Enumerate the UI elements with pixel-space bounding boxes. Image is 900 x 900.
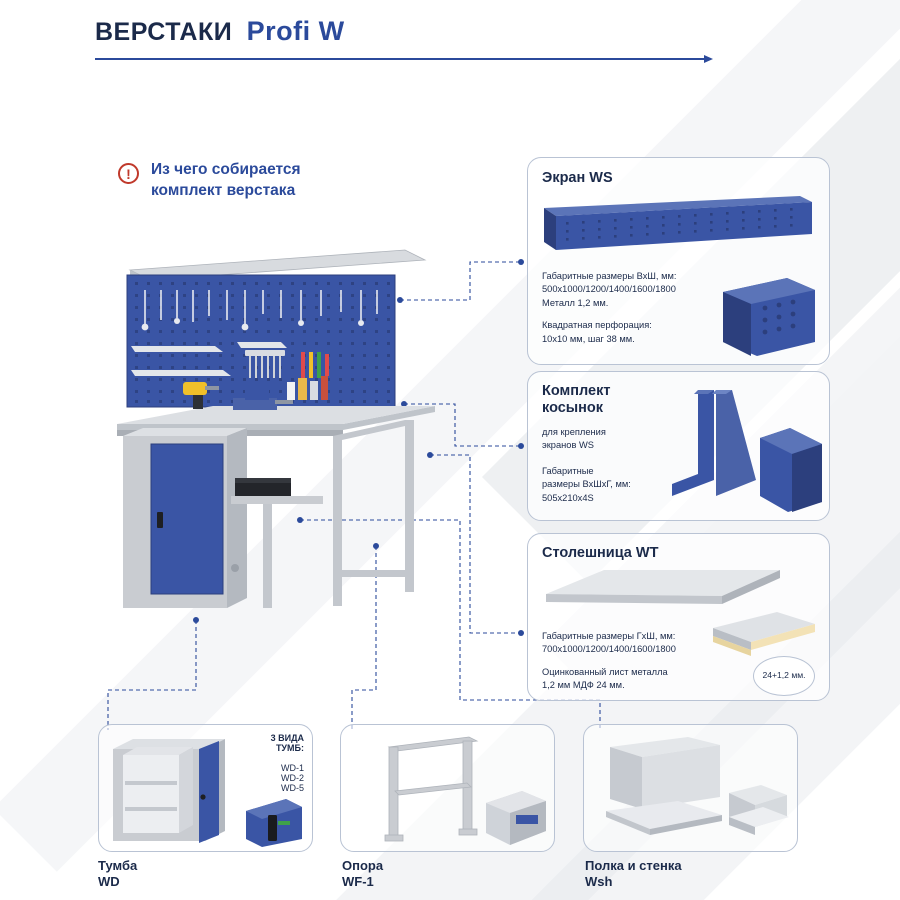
- bracket-kit-spec-3: Габаритные: [542, 465, 594, 476]
- worktop-thickness-callout: [753, 656, 815, 696]
- screen-ws-spec-3: Металл 1,2 мм.: [542, 297, 609, 308]
- screen-ws-spec-5: 10х10 мм, шаг 38 мм.: [542, 333, 635, 344]
- card-screen-ws-title: Экран WS: [542, 170, 613, 186]
- leg-wf-label-1: Опора: [342, 858, 384, 873]
- bracket-kit-title-1: Комплект: [542, 383, 611, 399]
- cabinet-wd-illustration: [107, 731, 237, 847]
- screen-ws-spec-4: Квадратная перфорация:: [542, 320, 652, 331]
- shelf-wsh-illustration: [600, 735, 730, 845]
- worktop-edge-detail-illustration: [707, 610, 819, 666]
- bracket-kit-illustration: [656, 384, 826, 516]
- section-heading-line-1: Из чего собирается: [151, 161, 301, 178]
- workbench-illustration: [105, 230, 465, 630]
- worktop-wt-title: Столешница WT: [542, 545, 659, 561]
- worktop-thickness-value: 24+1,2 мм.: [762, 670, 806, 681]
- worktop-wt-spec-2: 700x1000/1200/1400/1600/1800: [542, 644, 676, 655]
- card-screen-ws: [527, 157, 830, 365]
- shelf-wsh-label-2: Wsh: [585, 874, 613, 890]
- bracket-kit-spec-1: для крепления: [542, 426, 606, 437]
- bracket-kit-title-2: косынок: [542, 400, 604, 417]
- card-leg-wf: [340, 724, 555, 852]
- screen-ws-panel-illustration: [542, 194, 814, 256]
- cabinet-kinds-line-1: 3 ВИДА: [270, 733, 304, 743]
- cabinet-model-2: WD-2: [281, 773, 304, 783]
- section-heading-line-2: комплект верстака: [151, 181, 296, 199]
- cabinet-kinds-line-2: ТУМБ:: [275, 743, 304, 753]
- leg-wf-illustration: [371, 733, 491, 845]
- worktop-wt-spec-1: Габаритные размеры ГхШ, мм:: [542, 631, 676, 641]
- cabinet-model-1: WD-1: [281, 763, 304, 773]
- cabinet-wd-label: [98, 858, 137, 891]
- leg-wf-detail-illustration: [482, 787, 550, 849]
- bracket-kit-spec-4: размеры ВхШхГ, мм:: [542, 479, 631, 490]
- card-bracket-kit: [527, 371, 830, 521]
- page-title: [95, 16, 345, 47]
- card-shelf-wsh: [583, 724, 798, 852]
- bracket-kit-spec-2: экранов WS: [542, 440, 594, 451]
- screen-ws-spec-2: 500x1000/1200/1400/1600/1800: [542, 284, 676, 295]
- card-worktop-wt: [527, 533, 830, 701]
- card-cabinet-wd: [98, 724, 313, 852]
- page-title-secondary: Profi W: [246, 16, 345, 46]
- shelf-wsh-label: [585, 858, 682, 891]
- cabinet-model-3: WD-5: [281, 783, 304, 793]
- bracket-kit-spec-5: 505х210х4S: [542, 492, 594, 503]
- leg-wf-label-2: WF-1: [342, 874, 374, 890]
- cabinet-wd-label-2: WD: [98, 874, 120, 890]
- leg-wf-label: [342, 858, 383, 891]
- section-heading: [118, 160, 301, 202]
- exclamation-circle-icon: !: [118, 163, 139, 184]
- header-divider-arrow: [95, 58, 705, 60]
- worktop-wt-spec-3: Оцинкованный лист металла: [542, 666, 668, 677]
- page-title-primary: ВЕРСТАКИ: [95, 18, 233, 46]
- screen-ws-detail-illustration: [717, 272, 821, 358]
- shelf-wsh-label-1: Полка и стенка: [585, 858, 682, 873]
- screen-ws-spec-1: Габаритные размеры ВхШ, мм:: [542, 271, 677, 281]
- cabinet-lock-detail-illustration: [242, 797, 306, 849]
- shelf-wsh-detail-illustration: [721, 783, 793, 849]
- worktop-wt-spec-4: 1,2 мм МДФ 24 мм.: [542, 680, 625, 691]
- cabinet-wd-label-1: Тумба: [98, 858, 138, 873]
